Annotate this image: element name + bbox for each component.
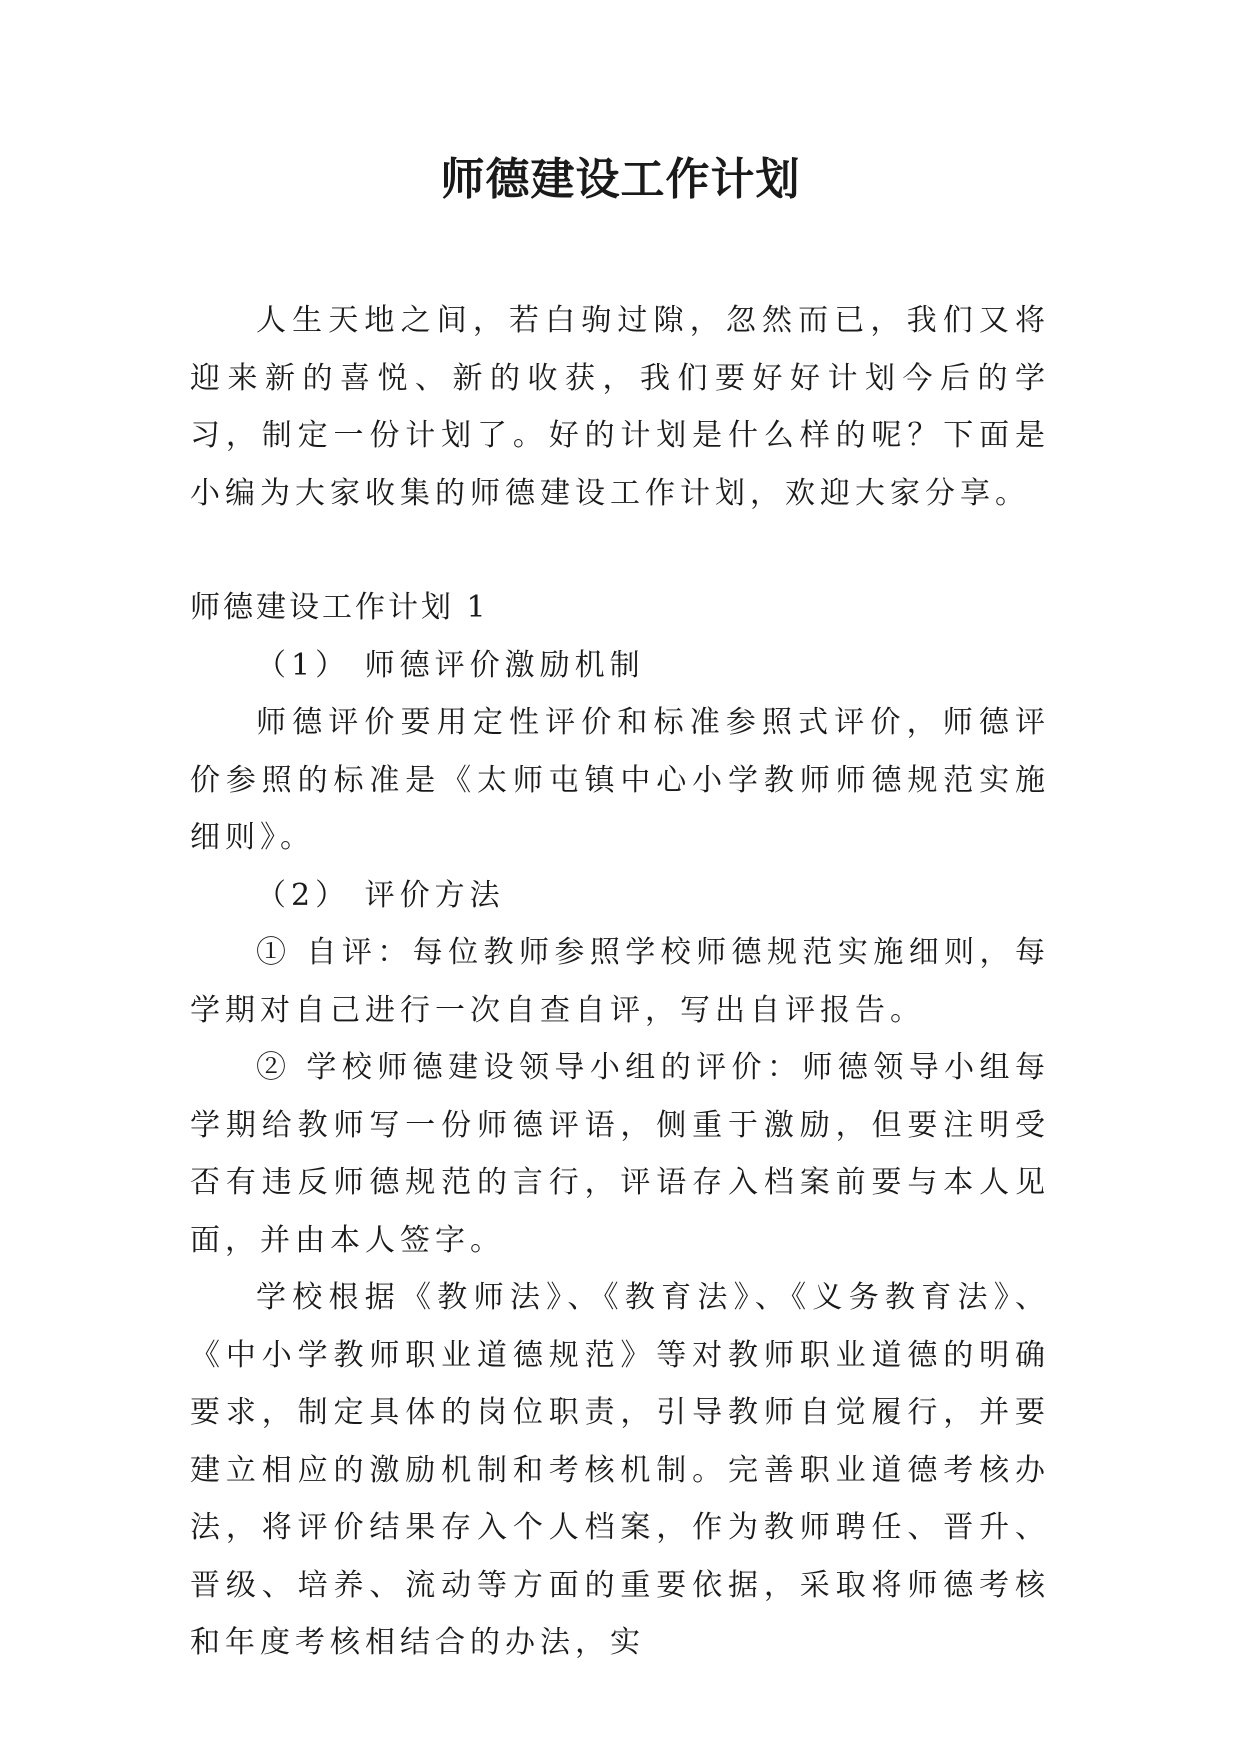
intro-paragraph: 人生天地之间，若白驹过隙，忽然而已，我们又将迎来新的喜悦、新的收获，我们要好好计划今后的学习，制定一份计划了。好的计划是什么样的呢？下面是小编为大家收集的师德建设工作计划，欢迎大家分享。 <box>190 303 1050 511</box>
section-heading: 师德建设工作计划 1 <box>190 590 489 625</box>
paragraph-gap <box>190 522 1050 579</box>
list-item-self-evaluation: ① 自评：每位教师参照学校师德规范实施细则，每学期对自己进行一次自查自评，写出自评报告。 <box>190 935 1050 1028</box>
subheading-evaluation-method: （2） 评价方法 <box>256 877 505 913</box>
paragraph-evaluation-standard: 师德评价要用定性评价和标准参照式评价，师德评价参照的标准是《太师屯镇中心小学教师师德规范实施细则》。 <box>190 705 1050 855</box>
document-body <box>190 292 1050 1672</box>
subheading-evaluation-mechanism: （1） 师德评价激励机制 <box>256 647 645 683</box>
list-item-group-evaluation: ② 学校师德建设领导小组的评价：师德领导小组每学期给教师写一份师德评语，侧重于激励，但要注明受否有违反师德规范的言行，评语存入档案前要与本人见面，并由本人签字。 <box>190 1050 1050 1258</box>
paragraph-school-requirements: 学校根据《教师法》、《教育法》、《义务教育法》、《中小学教师职业道德规范》等对教师职业道德的明确要求，制定具体的岗位职责，引导教师自觉履行，并要建立相应的激励机制和考核机制。完善职业道德考核办法，将评价结果存入个人档案，作为教师聘任、晋升、晋级、培养、流动等方面的重要依据，采取将师德考核和年度考核相结合的办法，实 <box>190 1280 1050 1660</box>
document-title: 师德建设工作计划 <box>440 154 801 205</box>
